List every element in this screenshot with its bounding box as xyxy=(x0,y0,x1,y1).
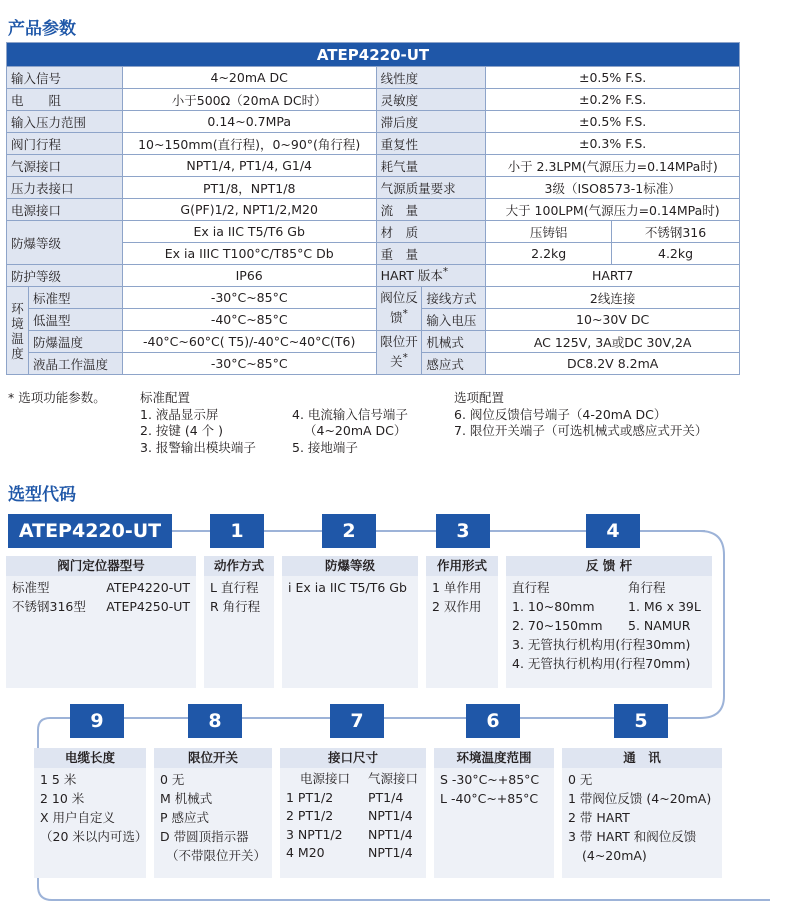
option-text: 3 NPT1/2 xyxy=(286,826,343,842)
spec-value: AC 125V, 3A或DC 30V,2A xyxy=(486,331,740,353)
option-text: （20 米以内可选） xyxy=(40,829,148,844)
code-badge-5: 5 xyxy=(614,704,668,738)
spec-label: 滞后度 xyxy=(376,111,486,133)
box-title: 防爆等级 xyxy=(282,556,418,576)
box-title: 通 讯 xyxy=(562,748,722,768)
option-text: D 带圆顶指示器 xyxy=(160,829,249,844)
section-title-code: 选型代码 xyxy=(8,485,76,505)
standard-config-title: 标准配置 xyxy=(140,390,191,405)
spec-value: 2线连接 xyxy=(486,287,740,309)
box-title: 环境温度范围 xyxy=(434,748,554,768)
standard-item: 5. 接地端子 xyxy=(292,439,358,455)
box-title: 接口尺寸 xyxy=(280,748,426,768)
spec-value: -40°C~85°C xyxy=(122,309,376,331)
option-text: M 机械式 xyxy=(160,791,213,806)
spec-value: ±0.2% F.S. xyxy=(486,89,740,111)
spec-label: 流 量 xyxy=(376,199,486,221)
code-badge-8: 8 xyxy=(188,704,242,738)
ambient-temp-box xyxy=(434,748,554,878)
positioner-model-box xyxy=(6,556,196,688)
footnote: * 选项功能参数。 xyxy=(8,390,106,405)
option-mark: * xyxy=(442,266,449,279)
option-text: PT1/4 xyxy=(368,789,404,805)
standard-item: 4. 电流输入信号端子 xyxy=(292,406,408,422)
option-text: 3. 无管执行机构用(行程30mm) xyxy=(512,637,691,652)
spec-value: -30°C~85°C xyxy=(122,353,376,375)
code-badge-3: 3 xyxy=(436,514,490,548)
option-text: X 用户自定义 xyxy=(40,810,116,825)
option-text: 2 带 HART xyxy=(568,810,630,825)
spec-label: 电源接口 xyxy=(7,199,123,221)
code-badge-2: 2 xyxy=(322,514,376,548)
spec-label: 感应式 xyxy=(422,353,486,375)
option-text: 1 带阀位反馈 (4~20mA) xyxy=(568,791,712,806)
feedback-group-text: 阀位反馈 xyxy=(380,290,418,326)
hart-label: HART 版本 xyxy=(380,268,443,284)
option-text: 不锈钢316型 xyxy=(12,599,86,614)
spec-value: 大于 100LPM(气源压力=0.14MPa时) xyxy=(486,199,740,221)
option-text: 气源接口 xyxy=(368,771,419,786)
spec-value: ±0.5% F.S. xyxy=(486,67,740,89)
spec-value: 3级（ISO8573-1标准） xyxy=(486,177,740,199)
option-text: NPT1/4 xyxy=(368,826,413,842)
spec-value: HART7 xyxy=(486,265,740,287)
spec-value: 0.14~0.7MPa xyxy=(122,111,376,133)
spec-label: 耗气量 xyxy=(376,155,486,177)
spec-label: 阀门行程 xyxy=(7,133,123,155)
option-text: (4~20mA) xyxy=(582,848,647,863)
option-text: R 角行程 xyxy=(210,599,261,614)
spec-value: 10~30V DC xyxy=(486,309,740,331)
option-text: 直行程 xyxy=(512,580,550,595)
standard-item: 2. 按键 (4 个 ) xyxy=(140,423,224,438)
code-badge-9: 9 xyxy=(70,704,124,738)
option-text: 1 单作用 xyxy=(432,580,482,595)
spec-label: 气源质量要求 xyxy=(376,177,486,199)
box-title: 反 馈 杆 xyxy=(506,556,712,576)
spec-label: 重复性 xyxy=(376,133,486,155)
spec-label: 防护等级 xyxy=(7,265,123,287)
spec-label: 输入电压 xyxy=(422,309,486,331)
code-badge-6: 6 xyxy=(466,704,520,738)
code-badge-7: 7 xyxy=(330,704,384,738)
spec-value: 4.2kg xyxy=(612,243,740,265)
option-text: （不带限位开关） xyxy=(166,848,267,863)
option-text: ATEP4250-UT xyxy=(106,599,190,614)
cable-length-box xyxy=(34,748,146,878)
spec-value: DC8.2V 8.2mA xyxy=(486,353,740,375)
spec-value: -30°C~85°C xyxy=(122,287,376,309)
option-text: L 直行程 xyxy=(210,580,259,595)
model-badge: ATEP4220-UT xyxy=(8,514,172,548)
spec-value: Ex ia IIC T5/T6 Gb xyxy=(122,221,376,243)
spec-value: 4~20mA DC xyxy=(122,67,376,89)
option-text: ATEP4220-UT xyxy=(106,580,190,595)
option-text: i Ex ia IIC T5/T6 Gb xyxy=(288,580,407,595)
option-text: 0 无 xyxy=(568,772,593,787)
option-text: P 感应式 xyxy=(160,810,210,825)
spec-label: 低温型 xyxy=(28,309,122,331)
spec-value: 10~150mm(直行程)，0~90°(角行程) xyxy=(122,133,376,155)
limit-switch-box xyxy=(154,748,272,878)
spec-value: 小于 2.3LPM(气源压力=0.14MPa时) xyxy=(486,155,740,177)
box-title: 电缆长度 xyxy=(34,748,146,768)
spec-label: 灵敏度 xyxy=(376,89,486,111)
standard-item: （4~20mA DC） xyxy=(304,423,407,438)
option-item: 7. 限位开关端子（可选机械式或感应式开关） xyxy=(454,423,708,438)
spec-value: ±0.5% F.S. xyxy=(486,111,740,133)
spec-label: 材 质 xyxy=(376,221,486,243)
option-text: 电源接口 xyxy=(300,771,351,786)
option-text: 5. NAMUR xyxy=(628,618,691,633)
spec-label: 接线方式 xyxy=(422,287,486,309)
option-text: L -40°C~+85°C xyxy=(440,791,539,806)
limit-group-text: 限位开关 xyxy=(380,334,418,370)
option-text: NPT1/4 xyxy=(368,845,413,860)
spec-value: ±0.3% F.S. xyxy=(486,133,740,155)
code-badge-4: 4 xyxy=(586,514,640,548)
option-config-title: 选项配置 xyxy=(454,390,505,405)
port-size-box xyxy=(280,748,426,878)
spec-value: 2.2kg xyxy=(486,243,612,265)
spec-value: G(PF)1/2, NPT1/2,M20 xyxy=(122,199,376,221)
standard-item: 3. 报警输出模块端子 xyxy=(140,439,256,455)
spec-value: -40°C~60°C( T5)/-40°C~40°C(T6) xyxy=(122,331,376,353)
feedback-rod-box xyxy=(506,556,712,688)
option-text: 4. 无管执行机构用(行程70mm) xyxy=(512,656,691,671)
option-text: 3 带 HART 和阀位反馈 xyxy=(568,829,697,844)
box-title: 作用形式 xyxy=(426,556,498,576)
option-text: 标准型 xyxy=(12,580,50,595)
option-text: 2. 70~150mm xyxy=(512,618,603,633)
spec-value: 小于500Ω（20mA DC时） xyxy=(122,89,376,111)
option-text: NPT1/4 xyxy=(368,808,413,823)
box-title: 限位开关 xyxy=(154,748,272,768)
spec-value: IP66 xyxy=(122,265,376,287)
spec-label: 液晶工作温度 xyxy=(28,353,122,375)
option-text: 0 无 xyxy=(160,772,185,787)
code-badge-1: 1 xyxy=(210,514,264,548)
option-text: S -30°C~+85°C xyxy=(440,772,540,787)
action-box xyxy=(204,556,274,688)
section-title-params: 产品参数 xyxy=(8,19,76,39)
standard-item: 1. 液晶显示屏 xyxy=(140,406,219,422)
option-text: 1. M6 x 39L xyxy=(628,599,701,614)
option-text: 1 PT1/2 xyxy=(286,789,334,805)
communication-box xyxy=(562,748,722,878)
box-title: 动作方式 xyxy=(204,556,274,576)
option-text: 1. 10~80mm xyxy=(512,599,595,614)
spec-label: 线性度 xyxy=(376,67,486,89)
option-mark: * xyxy=(402,352,408,365)
env-temp-group-label: 环境温度 xyxy=(7,287,29,375)
option-text: 角行程 xyxy=(628,580,666,595)
spec-label: 标准型 xyxy=(28,287,122,309)
spec-label: 压力表接口 xyxy=(7,177,123,199)
spec-label: 输入信号 xyxy=(7,67,123,89)
option-text: 4 M20 xyxy=(286,845,325,860)
spec-label: 防爆等级 xyxy=(7,221,123,265)
option-text: 2 双作用 xyxy=(432,599,482,614)
option-item: 6. 阀位反馈信号端子（4-20mA DC） xyxy=(454,406,667,422)
explosion-box xyxy=(282,556,418,688)
option-text: 2 10 米 xyxy=(40,791,85,806)
spec-label: 电 阻 xyxy=(7,89,123,111)
spec-label: 输入压力范围 xyxy=(7,111,123,133)
spec-value: NPT1/4, PT1/4, G1/4 xyxy=(122,155,376,177)
option-mark: * xyxy=(402,308,408,321)
option-text: 2 PT1/2 xyxy=(286,808,334,823)
spec-model-header: ATEP4220-UT xyxy=(7,43,740,67)
spec-value: 不锈钢316 xyxy=(612,221,740,243)
spec-label: 防爆温度 xyxy=(28,331,122,353)
spec-value: 压铸铝 xyxy=(486,221,612,243)
spec-label: 重 量 xyxy=(376,243,486,265)
box-title: 阀门定位器型号 xyxy=(6,556,196,576)
spec-value: Ex ia IIIC T100°C/T85°C Db xyxy=(122,243,376,265)
spec-label: 机械式 xyxy=(422,331,486,353)
function-box xyxy=(426,556,498,688)
spec-label: 气源接口 xyxy=(7,155,123,177)
option-text: 1 5 米 xyxy=(40,772,77,787)
spec-value: PT1/8，NPT1/8 xyxy=(122,177,376,199)
